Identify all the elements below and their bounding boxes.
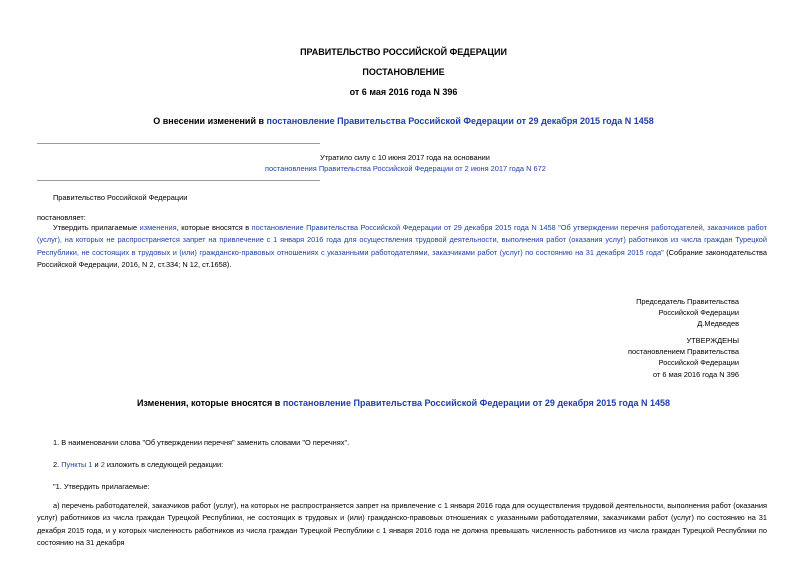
doc-title-link[interactable]: постановление Правительства Российской Федерации от 29 декабря 2015 года N 1458 — [266, 116, 654, 126]
p1-text-b: , которые вносятся в — [176, 223, 252, 232]
approved-date: от 6 мая 2016 года N 396 — [653, 369, 739, 379]
divider-bottom — [37, 180, 320, 181]
signature-country: Российской Федерации — [658, 308, 739, 318]
changes-title-link[interactable]: постановление Правительства Российской Федерации от 29 декабря 2015 года N 1458 — [282, 398, 671, 408]
signature-block — [636, 296, 739, 330]
approved-block — [628, 335, 739, 380]
approved-by: постановлением Правительства — [628, 347, 739, 357]
item2-text-c: изложить в следующей редакции: — [104, 460, 224, 469]
doc-date-number: от 6 мая 2016 года N 396 — [349, 87, 458, 97]
signature-position: Председатель Правительства — [636, 297, 739, 306]
doc-title-prefix: О внесении изменений в — [153, 116, 267, 126]
approved-heading: УТВЕРЖДЕНЫ — [686, 336, 739, 345]
doc-type: ПОСТАНОВЛЕНИЕ — [362, 67, 445, 77]
doc-title — [0, 116, 807, 126]
signature-name: Д.Медведев — [697, 319, 739, 329]
org-name: ПРАВИТЕЛЬСТВО РОССИЙСКОЙ ФЕДЕРАЦИИ — [300, 47, 507, 57]
lost-force-link[interactable]: постановления Правительства Российской Федерации от 2 июня 2017 года N 672 — [265, 164, 546, 173]
item2-text-a: 2. — [53, 460, 62, 469]
changes-link[interactable]: изменения — [139, 223, 177, 232]
point-1-link[interactable]: Пункты 1 — [61, 460, 93, 469]
issuer: Правительство Российской Федерации — [53, 193, 188, 202]
change-item-1: 1. В наименовании слова "Об утверждении перечня" заменить словами "О перечнях". — [53, 438, 350, 447]
decree-1458-link[interactable]: постановление Правительства Российской Федерации от 29 декабря 2015 года N 1458 "Об утверждении перечня работодателей, заказчиков работ (услуг), на которых не распространяется запрет на привлечение с 1 января 2016 года для осуществления трудовой деятельности, выполнения работ (оказания услуг) работников из числа граждан Турецкой Республики, не состоящих в трудовых и (или) гражданско-правовых отношениях с указанными работодателями, заказчиками работ (услуг) по состоянию на 31 декабря 2015 года" — [37, 223, 767, 257]
item2-text-b: и — [92, 460, 101, 469]
decrees-word: постановляет: — [37, 213, 86, 222]
p1-text-a: Утвердить прилагаемые — [53, 223, 140, 232]
paragraph-approve — [37, 222, 767, 271]
quote-subitem-a: а) перечень работодателей, заказчиков работ (услуг), на которых не распространяется запрет на привлечение с 1 января 2016 года для осуществления трудовой деятельности, выполнения работ (оказания услуг) работников из числа граждан Турецкой Республики, не состоящих в трудовых и (или) гражданско-правовых отношениях с указанными работодателями, заказчиками работ (услуг) по состоянию на 31 декабря 2015 года, и у которых численность работников из числа граждан Турецкой Республики с 1 января 2016 года не должна превышать численность работников из числа граждан Турецкой Республики по состоянию на 31 декабря — [37, 501, 767, 547]
lost-force-line: Утратило силу с 10 июня 2017 года на основании — [320, 153, 490, 162]
p1-text-c: (Собрание законодательства Российской Федерации, 2016, N 2, ст.334; N 12, ст.1658). — [37, 247, 767, 269]
changes-title-prefix: Изменения, которые вносятся в — [136, 398, 283, 408]
change-item-2 — [53, 459, 223, 471]
quote-start: "1. Утвердить прилагаемые: — [53, 482, 150, 491]
changes-title — [0, 398, 807, 408]
approved-country: Российской Федерации — [658, 358, 739, 368]
point-2-link[interactable]: 2 — [100, 460, 105, 469]
divider-top — [37, 143, 320, 144]
